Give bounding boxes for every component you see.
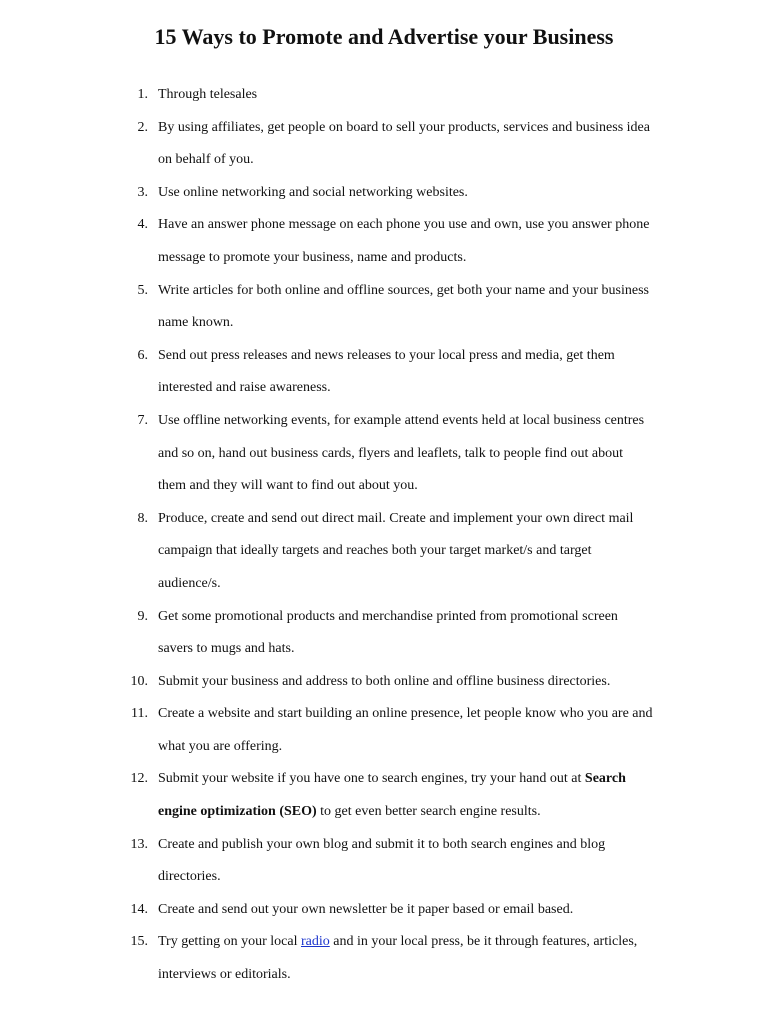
- list-item-text: By using affiliates, get people on board to sell your products, services and business idea on behalf of you.: [158, 119, 650, 168]
- list-item: [0, 79, 768, 112]
- list-item-text: Through telesales: [158, 87, 258, 102]
- promotion-list: [0, 79, 768, 992]
- list-item-text: Get some promotional products and merchandise printed from promotional screen savers to mugs and hats.: [158, 608, 618, 657]
- list-item-number: 7.: [137, 412, 148, 428]
- list-item-text: Have an answer phone message on each phone you use and own, use you answer phone message to promote your business, name and products.: [158, 217, 650, 265]
- list-item-text: Create and send out your own newsletter be it paper based or email based.: [158, 901, 574, 917]
- list-item: [0, 340, 768, 405]
- list-item-number: 8.: [137, 510, 148, 526]
- document-title: 15 Ways to Promote and Advertise your Business: [154, 24, 614, 49]
- list-item-number: 10.: [130, 673, 148, 689]
- list-item-number: 1.: [137, 87, 148, 102]
- list-item-text-before: Submit your website if you have one to search engines, try your hand out at: [158, 771, 585, 787]
- list-item-text: Create and publish your own blog and submit it to both search engines and blog directories.: [158, 836, 606, 885]
- list-item: [0, 177, 768, 210]
- list-item-number: 9.: [137, 608, 148, 624]
- list-item: [0, 894, 768, 927]
- list-item: [0, 209, 768, 274]
- list-item-text-after: and in your local press, be it through features, articles, interviews or editorials.: [158, 934, 638, 983]
- list-item-text: Create a website and start building an online presence, let people know who you are and what you are offering.: [158, 706, 653, 754]
- list-item: [0, 275, 768, 340]
- list-item-text: Submit your business and address to both online and offline business directories.: [158, 673, 611, 689]
- list-item-text: Use offline networking events, for example attend events held at local business centres and so on, hand out business cards, flyers and leaflets, talk to people find out about them and they will want to find out about you.: [158, 412, 645, 494]
- list-item-number: 11.: [131, 706, 148, 722]
- list-item: [0, 829, 768, 894]
- list-item-text: Use online networking and social networking websites.: [158, 184, 468, 200]
- list-item-text: Send out press releases and news releases to your local press and media, get them interested and raise awareness.: [158, 347, 615, 396]
- list-item: [0, 666, 768, 699]
- list-item: [0, 405, 768, 503]
- list-item-text: [158, 926, 654, 991]
- list-item: [0, 926, 768, 991]
- list-item-text: Write articles for both online and offline sources, get both your name and your business name known.: [158, 282, 649, 331]
- list-item-number: 15.: [130, 934, 148, 950]
- list-item: [0, 503, 768, 601]
- list-item-text: [158, 763, 654, 828]
- seo-bold-text: Search engine optimization (SEO): [158, 771, 626, 820]
- list-item-number: 4.: [137, 217, 148, 233]
- list-item: [0, 763, 768, 828]
- list-item-number: 12.: [130, 771, 148, 787]
- list-item: [0, 112, 768, 177]
- list-item-number: 5.: [137, 282, 148, 298]
- list-item-text: Produce, create and send out direct mail. Create and implement your own direct mail campaign that ideally targets and reaches both your target market/s and target audience/s.: [158, 510, 634, 591]
- radio-link[interactable]: radio: [300, 934, 330, 950]
- list-item: [0, 698, 768, 763]
- list-item-text-before: Try getting on your local: [158, 934, 301, 950]
- list-item-number: 6.: [137, 347, 148, 363]
- list-item-text-after: to get even better search engine results.: [316, 804, 541, 820]
- list-item: [0, 601, 768, 666]
- list-item-number: 13.: [130, 836, 148, 852]
- list-item-number: 2.: [137, 119, 148, 135]
- list-item-number: 3.: [137, 184, 148, 200]
- list-item-number: 14.: [130, 901, 148, 917]
